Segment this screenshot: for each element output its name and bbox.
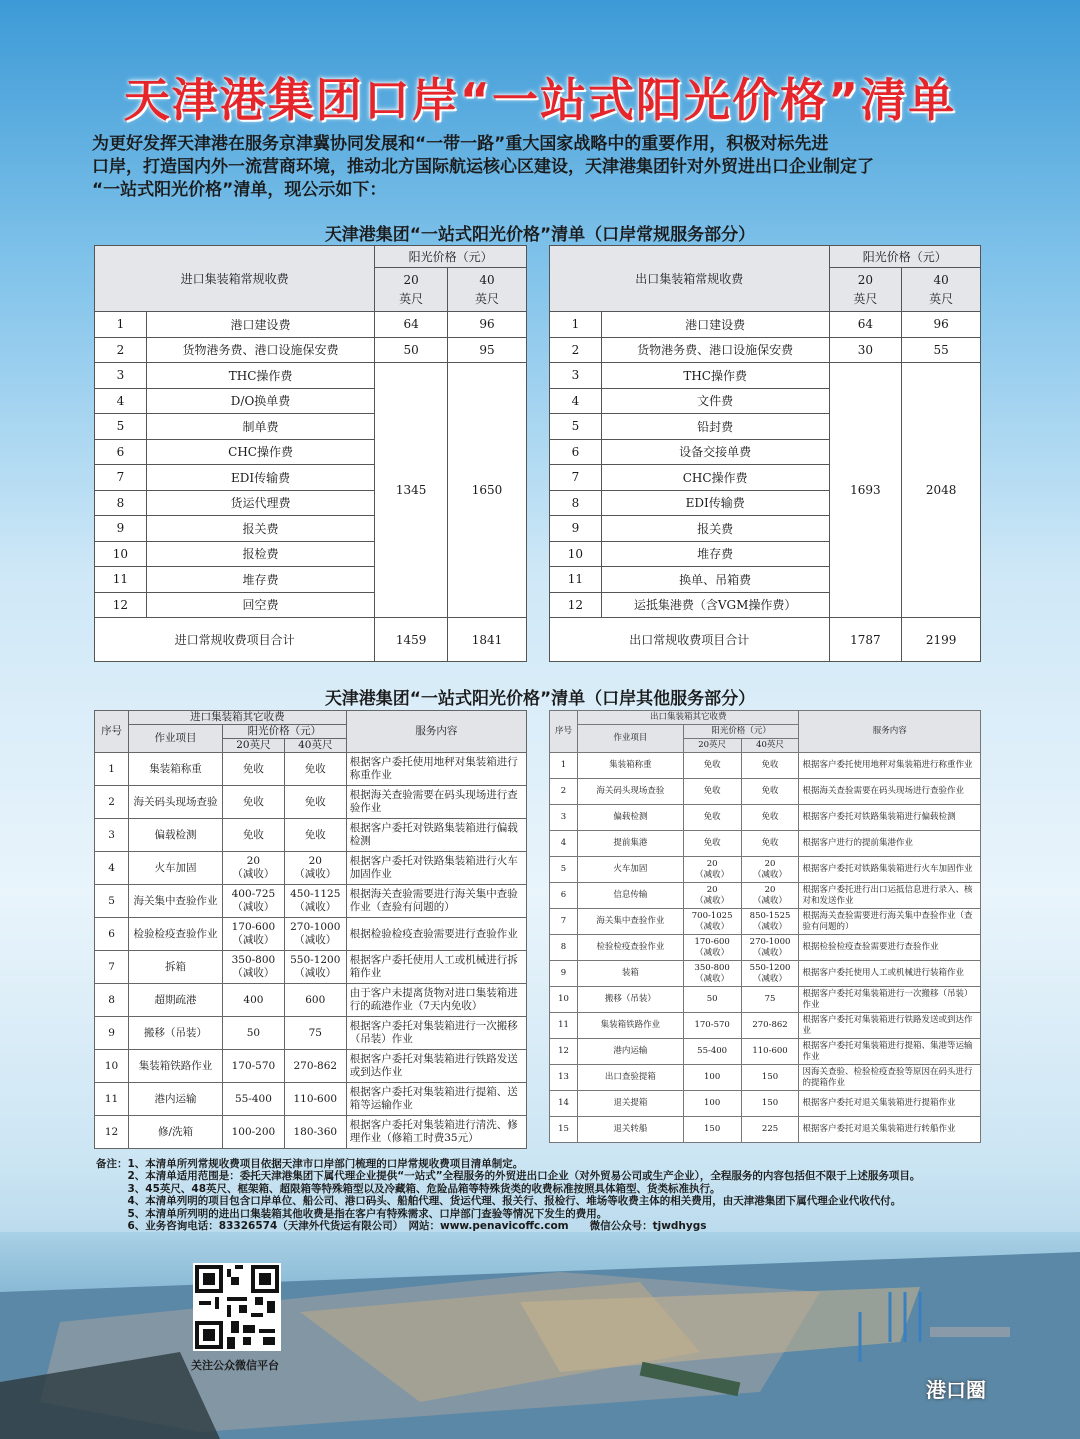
service-content: 根据客户委托对退关集装箱进行提箱作业 [799, 1091, 981, 1117]
row-number: 6 [550, 439, 602, 465]
table-heading: 出口集装箱其它收费 [577, 711, 799, 725]
price-20: 20 （减收） [683, 857, 741, 883]
table-row [550, 961, 981, 987]
header-no: 序号 [550, 711, 578, 753]
table-row [550, 711, 981, 725]
intro-paragraph [92, 133, 992, 202]
price-40: 免收 [741, 805, 799, 831]
price-20: 350-800 （减收） [222, 951, 284, 984]
note-line: 2、本清单适用范围是：委托天津港集团下属代理企业提供“一站式”全程服务的外贸进出口企业（对外贸易公司或生产企业），全程服务的内容包括但不限于上述服务项目。 [96, 1170, 921, 1183]
fee-item: 货物港务费、港口设施保安费 [146, 337, 374, 363]
total-20: 1459 [375, 618, 448, 662]
service-content: 根据客户委托对集装箱进行一次搬移（吊装）作业 [799, 987, 981, 1013]
total-label: 进口常规收费项目合计 [95, 618, 375, 662]
price-20: 50 [683, 987, 741, 1013]
merged-price-40: 2048 [902, 363, 981, 618]
export-regular-table [549, 245, 981, 662]
row-number: 4 [550, 831, 578, 857]
table-row [95, 618, 527, 662]
table-row [95, 337, 527, 363]
table-row [95, 786, 527, 819]
col-40ft: 40 英尺 [902, 268, 981, 312]
work-item: 港内运输 [577, 1039, 683, 1065]
work-item: 装箱 [577, 961, 683, 987]
note-line: 3、45英尺、48英尺、框架箱、超限箱等特殊箱型以及冷藏箱、危险品箱等特殊货类的收费标准按照具体箱型、货类标准执行。 [96, 1182, 721, 1195]
work-item: 出口查验提箱 [577, 1065, 683, 1091]
price-20: 55-400 [683, 1039, 741, 1065]
row-number: 5 [550, 857, 578, 883]
row-number: 3 [550, 363, 602, 389]
price-40: 55 [902, 337, 981, 363]
work-item: 提前集港 [577, 831, 683, 857]
row-number: 11 [95, 1083, 129, 1116]
row-number: 1 [95, 753, 129, 786]
service-content: 根据客户委托使用地秤对集装箱进行称重作业 [799, 753, 981, 779]
fee-item: 回空费 [146, 592, 374, 618]
row-number: 6 [95, 918, 129, 951]
work-item: 检验检疫查验作业 [129, 918, 223, 951]
row-number: 9 [550, 961, 578, 987]
note-line: 备注：1、本清单所列常规收费项目依据天津市口岸部门梳理的口岸常规收费项目清单制定。 [96, 1158, 524, 1170]
row-number: 3 [95, 819, 129, 852]
table-row [95, 1050, 527, 1083]
table-row [550, 805, 981, 831]
row-number: 5 [550, 414, 602, 440]
table-row [550, 831, 981, 857]
header-20ft: 20英尺 [683, 739, 741, 753]
fee-item: 港口建设费 [601, 312, 829, 338]
note-line: 6、业务咨询电话：83326574（天津外代货运有限公司） 网站：www.penavicoffc.com 微信公众号：tjwdhygs [96, 1220, 707, 1233]
total-20: 1787 [829, 618, 902, 662]
work-item: 集装箱铁路作业 [129, 1050, 223, 1083]
service-content: 根据客户委托对铁路集装箱进行火车加固作业 [346, 852, 526, 885]
row-number: 11 [95, 567, 147, 593]
qr-caption: 关注公众微信平台 [191, 1359, 279, 1372]
price-20: 免收 [222, 786, 284, 819]
price-40: 270-1000 （减收） [284, 918, 346, 951]
work-item: 搬移（吊装） [577, 987, 683, 1013]
fee-item: 设备交接单费 [601, 439, 829, 465]
row-number: 8 [95, 984, 129, 1017]
header-service: 服务内容 [799, 711, 981, 753]
price-20: 100 [683, 1065, 741, 1091]
price-40: 20 （减收） [741, 883, 799, 909]
row-number: 10 [550, 987, 578, 1013]
row-number: 10 [550, 541, 602, 567]
total-40: 1841 [448, 618, 527, 662]
header-price: 阳光价格（元） [222, 725, 346, 739]
price-40: 免收 [284, 753, 346, 786]
work-item: 偏载检测 [129, 819, 223, 852]
price-20: 30 [829, 337, 902, 363]
col-20ft: 20 英尺 [375, 268, 448, 312]
table-row [550, 337, 981, 363]
fee-item: 报关费 [146, 516, 374, 542]
price-40: 110-600 [284, 1083, 346, 1116]
price-header: 阳光价格（元） [375, 246, 527, 268]
col-40ft: 40 英尺 [448, 268, 527, 312]
import-other-table [94, 710, 527, 1149]
table-row [550, 1013, 981, 1039]
row-number: 12 [550, 592, 602, 618]
price-20: 150 [683, 1117, 741, 1143]
price-40: 免收 [741, 831, 799, 857]
table-row [550, 753, 981, 779]
export-other-table [549, 710, 981, 1143]
price-20: 700-1025 （减收） [683, 909, 741, 935]
fee-item: 货运代理费 [146, 490, 374, 516]
work-item: 退关转船 [577, 1117, 683, 1143]
table-row [550, 1091, 981, 1117]
row-number: 6 [95, 439, 147, 465]
price-20: 免收 [683, 831, 741, 857]
table-row [550, 1117, 981, 1143]
merged-price-40: 1650 [448, 363, 527, 618]
work-item: 信息传输 [577, 883, 683, 909]
service-content: 根据客户委托使用人工或机械进行装箱作业 [799, 961, 981, 987]
work-item: 集装箱称重 [129, 753, 223, 786]
fee-item: CHC操作费 [601, 465, 829, 491]
table-row [550, 246, 981, 268]
table-row [550, 312, 981, 338]
work-item: 海关码头现场查验 [129, 786, 223, 819]
fee-item: 堆存费 [146, 567, 374, 593]
table-row [550, 779, 981, 805]
price-20: 170-600 （减收） [222, 918, 284, 951]
service-content: 根据客户委托对集装箱进行铁路发送或到达作业 [799, 1013, 981, 1039]
row-number: 11 [550, 567, 602, 593]
fee-item: D/O换单费 [146, 388, 374, 414]
work-item: 港内运输 [129, 1083, 223, 1116]
work-item: 修/洗箱 [129, 1116, 223, 1149]
table-row [95, 951, 527, 984]
table-heading: 出口集装箱常规收费 [550, 246, 830, 312]
fee-item: 铅封费 [601, 414, 829, 440]
price-40: 免收 [284, 819, 346, 852]
fee-item: 堆存费 [601, 541, 829, 567]
price-20: 100-200 [222, 1116, 284, 1149]
price-40: 270-1000 （减收） [741, 935, 799, 961]
service-content: 根据客户委托对集装箱进行铁路发送或到达作业 [346, 1050, 526, 1083]
page-title: 天津港集团口岸“一站式阳光价格”清单 [123, 73, 957, 127]
row-number: 4 [95, 852, 129, 885]
price-40: 96 [448, 312, 527, 338]
table-row [550, 883, 981, 909]
price-40: 850-1525 （减收） [741, 909, 799, 935]
service-content: 根据客户委托对铁路集装箱进行偏载检测 [346, 819, 526, 852]
table-row [550, 363, 981, 389]
row-number: 2 [95, 786, 129, 819]
price-20: 170-570 [222, 1050, 284, 1083]
total-label: 出口常规收费项目合计 [550, 618, 830, 662]
table-row [550, 618, 981, 662]
work-item: 搬移（吊装） [129, 1017, 223, 1050]
service-content: 根据客户委托使用人工或机械进行拆箱作业 [346, 951, 526, 984]
service-content: 根据海关查验需要进行海关集中查验作业（查验有问题的） [799, 909, 981, 935]
price-20: 免收 [222, 753, 284, 786]
fee-item: EDI传输费 [146, 465, 374, 491]
service-content: 根据客户委托对铁路集装箱进行偏载检测 [799, 805, 981, 831]
price-40: 150 [741, 1065, 799, 1091]
price-40: 免收 [284, 786, 346, 819]
intro-line: “一站式阳光价格”清单，现公示如下： [92, 180, 387, 200]
service-content: 根据检验检疫查验需要进行查验作业 [799, 935, 981, 961]
port-aerial-photo [0, 1232, 1080, 1439]
qr-code[interactable] [193, 1263, 281, 1351]
row-number: 6 [550, 883, 578, 909]
price-40: 75 [284, 1017, 346, 1050]
price-40: 20 （减收） [284, 852, 346, 885]
row-number: 12 [550, 1039, 578, 1065]
service-content: 根据客户进行的提前集港作业 [799, 831, 981, 857]
row-number: 15 [550, 1117, 578, 1143]
row-number: 10 [95, 541, 147, 567]
header-price: 阳光价格（元） [683, 725, 799, 739]
price-20: 400-725 （减收） [222, 885, 284, 918]
service-content: 由于客户未提离货物对进口集装箱进行的疏港作业（7天内免收） [346, 984, 526, 1017]
table-row [550, 909, 981, 935]
row-number: 13 [550, 1065, 578, 1091]
service-content: 根据海关查验需要进行海关集中查验作业（查验有问题的） [346, 885, 526, 918]
header-20ft: 20英尺 [222, 739, 284, 753]
price-20: 170-600 （减收） [683, 935, 741, 961]
price-40: 110-600 [741, 1039, 799, 1065]
header-no: 序号 [95, 711, 129, 753]
row-number: 10 [95, 1050, 129, 1083]
merged-price-20: 1693 [829, 363, 902, 618]
price-20: 170-570 [683, 1013, 741, 1039]
price-40: 75 [741, 987, 799, 1013]
price-20: 免收 [683, 805, 741, 831]
row-number: 1 [550, 312, 602, 338]
price-40: 550-1200 （减收） [741, 961, 799, 987]
fee-item: 港口建设费 [146, 312, 374, 338]
table-row [95, 753, 527, 786]
table-row [95, 885, 527, 918]
row-number: 9 [95, 516, 147, 542]
row-number: 7 [550, 465, 602, 491]
price-40: 270-862 [741, 1013, 799, 1039]
table-row [95, 312, 527, 338]
service-content: 根据客户委托使用地秤对集装箱进行称重作业 [346, 753, 526, 786]
price-40: 95 [448, 337, 527, 363]
fee-item: 制单费 [146, 414, 374, 440]
row-number: 1 [95, 312, 147, 338]
intro-line: 为更好发挥天津港在服务京津冀协同发展和“一带一路”重大国家战略中的重要作用，积极对标先进 [92, 134, 829, 154]
row-number: 12 [95, 592, 147, 618]
work-item: 集装箱称重 [577, 753, 683, 779]
table-row [95, 246, 527, 268]
price-20: 免收 [222, 819, 284, 852]
table-row [95, 1017, 527, 1050]
table-row [550, 1065, 981, 1091]
price-40: 免收 [741, 753, 799, 779]
price-40: 免收 [741, 779, 799, 805]
row-number: 11 [550, 1013, 578, 1039]
note-line: 5、本清单所列明的进出口集装箱其他收费是指在客户有特殊需求、口岸部门查验等情况下发生的费用。 [96, 1207, 608, 1220]
col-20ft: 20 英尺 [829, 268, 902, 312]
work-item: 火车加固 [129, 852, 223, 885]
brand-watermark: 港口圈 [926, 1378, 986, 1402]
row-number: 7 [550, 909, 578, 935]
table-row [550, 1039, 981, 1065]
price-20: 64 [375, 312, 448, 338]
notes [96, 1158, 996, 1232]
table-row [95, 852, 527, 885]
price-40: 600 [284, 984, 346, 1017]
row-number: 1 [550, 753, 578, 779]
service-content: 根据客户委托对集装箱进行清洗、修理作业（修箱工时费35元） [346, 1116, 526, 1149]
total-40: 2199 [902, 618, 981, 662]
row-number: 2 [95, 337, 147, 363]
table-row [550, 857, 981, 883]
header-item: 作业项目 [129, 725, 223, 753]
table-row [95, 711, 527, 725]
header-item: 作业项目 [577, 725, 683, 753]
price-40: 270-862 [284, 1050, 346, 1083]
table-heading: 进口集装箱其它收费 [129, 711, 347, 725]
price-20: 50 [375, 337, 448, 363]
row-number: 4 [95, 388, 147, 414]
price-20: 免收 [683, 779, 741, 805]
row-number: 2 [550, 337, 602, 363]
price-40: 550-1200 （减收） [284, 951, 346, 984]
service-content: 根据客户委托进行出口运抵信息进行录入、核对和发送作业 [799, 883, 981, 909]
work-item: 检验检疫查验作业 [577, 935, 683, 961]
import-regular-table [94, 245, 527, 662]
work-item: 海关集中查验作业 [577, 909, 683, 935]
service-content: 根据海关查验需要在码头现场进行查验作业 [346, 786, 526, 819]
service-content: 根据检验检疫查验需要进行查验作业 [346, 918, 526, 951]
work-item: 偏载检测 [577, 805, 683, 831]
row-number: 3 [95, 363, 147, 389]
row-number: 8 [95, 490, 147, 516]
work-item: 拆箱 [129, 951, 223, 984]
fee-item: THC操作费 [601, 363, 829, 389]
header-40ft: 40英尺 [741, 739, 799, 753]
row-number: 2 [550, 779, 578, 805]
service-content: 根据客户委托对集装箱进行提箱、送箱等运输作业 [346, 1083, 526, 1116]
work-item: 退关提箱 [577, 1091, 683, 1117]
row-number: 7 [95, 951, 129, 984]
service-content: 根据客户委托对铁路集装箱进行火车加固作业 [799, 857, 981, 883]
price-40: 20 （减收） [741, 857, 799, 883]
section-title-other: 天津港集团“一站式阳光价格”清单（口岸其他服务部分） [324, 689, 756, 709]
row-number: 5 [95, 885, 129, 918]
price-20: 400 [222, 984, 284, 1017]
work-item: 超期疏港 [129, 984, 223, 1017]
fee-item: 报检费 [146, 541, 374, 567]
table-row [550, 987, 981, 1013]
table-row [550, 935, 981, 961]
row-number: 3 [550, 805, 578, 831]
price-20: 64 [829, 312, 902, 338]
work-item: 海关集中查验作业 [129, 885, 223, 918]
price-20: 350-800 （减收） [683, 961, 741, 987]
row-number: 7 [95, 465, 147, 491]
price-20: 20 （减收） [683, 883, 741, 909]
table-row [95, 363, 527, 389]
table-row [95, 918, 527, 951]
table-row [95, 984, 527, 1017]
fee-item: EDI传输费 [601, 490, 829, 516]
table-row [95, 819, 527, 852]
row-number: 8 [550, 935, 578, 961]
price-20: 55-400 [222, 1083, 284, 1116]
row-number: 5 [95, 414, 147, 440]
price-40: 150 [741, 1091, 799, 1117]
table-heading: 进口集装箱常规收费 [95, 246, 375, 312]
work-item: 集装箱铁路作业 [577, 1013, 683, 1039]
fee-item: 报关费 [601, 516, 829, 542]
service-content: 根据客户委托对退关集装箱进行转船作业 [799, 1117, 981, 1143]
price-40: 450-1125 （减收） [284, 885, 346, 918]
row-number: 12 [95, 1116, 129, 1149]
price-20: 免收 [683, 753, 741, 779]
row-number: 9 [550, 516, 602, 542]
price-40: 96 [902, 312, 981, 338]
header-service: 服务内容 [346, 711, 526, 753]
price-40: 180-360 [284, 1116, 346, 1149]
row-number: 8 [550, 490, 602, 516]
fee-item: THC操作费 [146, 363, 374, 389]
work-item: 海关码头现场查验 [577, 779, 683, 805]
fee-item: 货物港务费、港口设施保安费 [601, 337, 829, 363]
row-number: 4 [550, 388, 602, 414]
note-line: 4、本清单列明的项目包含口岸单位、船公司、港口码头、船舶代理、货运代理、报关行、报检行、堆场等收费主体的相关费用，由天津港集团下属代理企业代收代付。 [96, 1195, 902, 1208]
work-item: 火车加固 [577, 857, 683, 883]
row-number: 14 [550, 1091, 578, 1117]
fee-item: CHC操作费 [146, 439, 374, 465]
service-content: 根据客户委托对集装箱进行提箱、集港等运输作业 [799, 1039, 981, 1065]
price-20: 50 [222, 1017, 284, 1050]
price-header: 阳光价格（元） [829, 246, 980, 268]
table-row [95, 1083, 527, 1116]
price-40: 225 [741, 1117, 799, 1143]
fee-item: 运抵集港费（含VGM操作费） [601, 592, 829, 618]
service-content: 根据客户委托对集装箱进行一次搬移（吊装）作业 [346, 1017, 526, 1050]
price-20: 100 [683, 1091, 741, 1117]
merged-price-20: 1345 [375, 363, 448, 618]
fee-item: 换单、吊箱费 [601, 567, 829, 593]
table-row [95, 1116, 527, 1149]
service-content: 因海关查验、检验检疫查验等原因在码头进行的提箱作业 [799, 1065, 981, 1091]
service-content: 根据海关查验需要在码头现场进行查验作业 [799, 779, 981, 805]
header-40ft: 40英尺 [284, 739, 346, 753]
fee-item: 文件费 [601, 388, 829, 414]
row-number: 9 [95, 1017, 129, 1050]
intro-line: 口岸，打造国内外一流营商环境，推动北方国际航运核心区建设，天津港集团针对外贸进出口企业制定了 [92, 157, 874, 177]
section-title-regular: 天津港集团“一站式阳光价格”清单（口岸常规服务部分） [324, 225, 756, 245]
price-20: 20 （减收） [222, 852, 284, 885]
